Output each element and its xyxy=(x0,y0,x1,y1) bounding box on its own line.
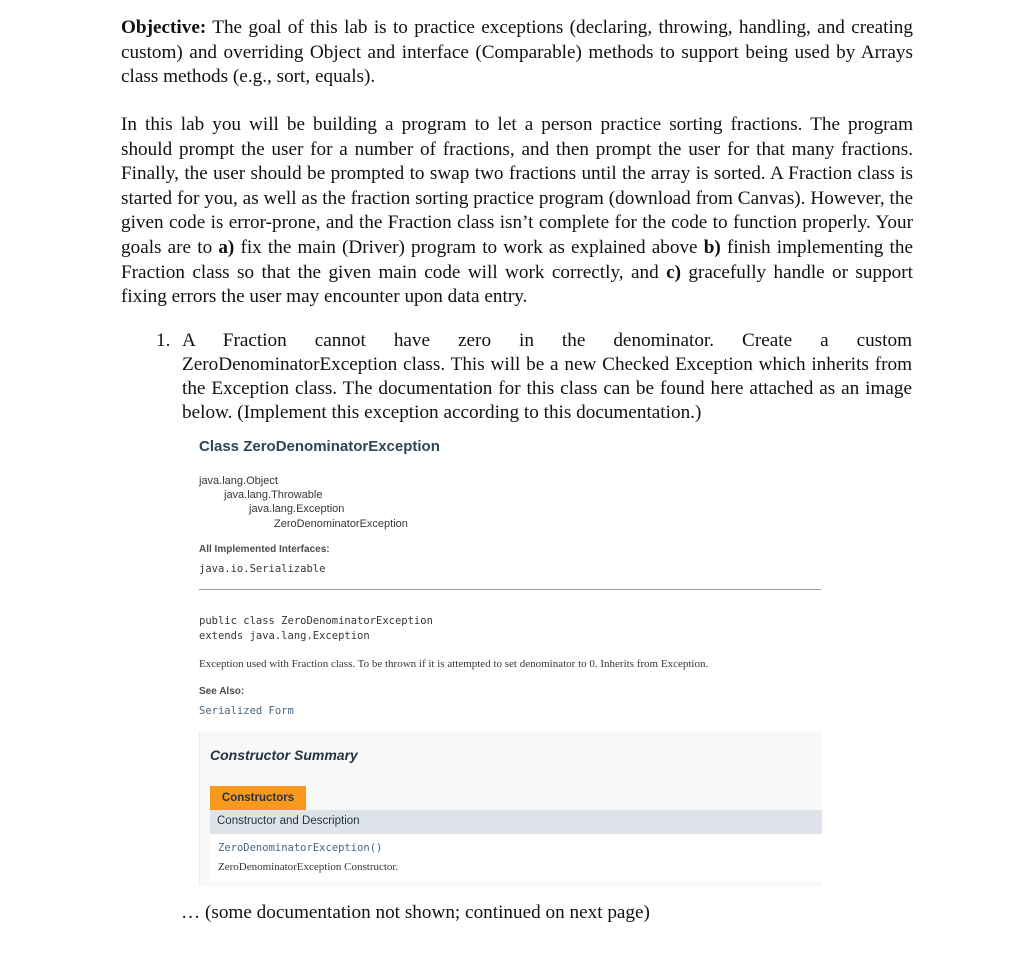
list-item-rest: ZeroDenominatorException class. This will be a new Checked Exception which inherits from the Exception class. The documentation for this class can be found here attached as an image below. (Implement this exception according to this documentation.) xyxy=(182,354,912,423)
interfaces-label: All Implemented Interfaces: xyxy=(199,544,330,555)
divider xyxy=(199,589,821,590)
list-item-number: 1. xyxy=(156,330,171,351)
see-also-label: See Also: xyxy=(199,686,245,697)
declaration-line-1: public class ZeroDenominatorException xyxy=(199,615,433,627)
goal-a-label: a) xyxy=(218,236,235,258)
lab-text-part1: In this lab you will be building a program to let a person practice sorting fractions. The program should prompt the user for a number of fractions, and then prompt the user for that many fractions. Finally, the user should be prompted to swap two fractions until the array is sorted. A Fraction class is started for you, as well as the fraction sorting practice program (download from Canvas). However, the given code is error-prone, and the Fraction class isn’t complete for the code to function properly. Your goals are to xyxy=(121,114,913,258)
constructor-summary-title: Constructor Summary xyxy=(210,747,358,763)
objective-text: The goal of this lab is to practice exceptions (declaring, throwing, handling, and creating custom) and overriding Object and interface (Comparable) methods to support being used by Arrays class methods (e.g., sort, equals). xyxy=(121,17,913,88)
list-item-text xyxy=(182,329,912,425)
constructor-signature-link[interactable]: ZeroDenominatorException() xyxy=(218,842,383,854)
constructor-summary-box xyxy=(199,732,822,886)
objective-label: Objective: xyxy=(121,17,207,38)
hierarchy-level-2: java.lang.Exception xyxy=(249,503,345,515)
tab-constructors[interactable] xyxy=(210,786,306,810)
interfaces-value: java.io.Serializable xyxy=(199,563,326,575)
constructor-description: ZeroDenominatorException Constructor. xyxy=(218,861,399,873)
javadoc-class-title: Class ZeroDenominatorException xyxy=(199,438,440,455)
table-row xyxy=(210,834,822,882)
table-header-row xyxy=(210,810,822,834)
hierarchy-level-0: java.lang.Object xyxy=(199,475,278,487)
goal-c-text: gracefully handle or support fixing errors the user may encounter upon data entry. xyxy=(121,261,913,308)
table-header: Constructor and Description xyxy=(217,815,360,827)
tab-constructors-label: Constructors xyxy=(221,792,295,804)
list-item-first-line: A Fraction cannot have zero in the denominator. Create a custom xyxy=(182,330,912,351)
goal-b-label: b) xyxy=(703,236,721,258)
hierarchy-level-3: ZeroDenominatorException xyxy=(274,518,408,530)
serialized-form-link[interactable]: Serialized Form xyxy=(199,705,294,717)
goal-a-text: fix the main (Driver) program to work as explained above xyxy=(234,236,704,258)
hierarchy-level-1: java.lang.Throwable xyxy=(224,489,323,501)
class-description: Exception used with Fraction class. To be thrown if it is attempted to set denominator to 0. Inherits from Exception. xyxy=(199,658,709,670)
declaration-line-2: extends java.lang.Exception xyxy=(199,630,370,642)
continuation-note: … (some documentation not shown; continued on next page) xyxy=(181,902,650,923)
objective-paragraph xyxy=(121,16,913,90)
lab-instructions-paragraph xyxy=(121,113,913,310)
goal-b-text: finish implementing the Fraction class so that the given main code will work correctly, and xyxy=(121,236,913,283)
goal-c-label: c) xyxy=(666,261,681,283)
